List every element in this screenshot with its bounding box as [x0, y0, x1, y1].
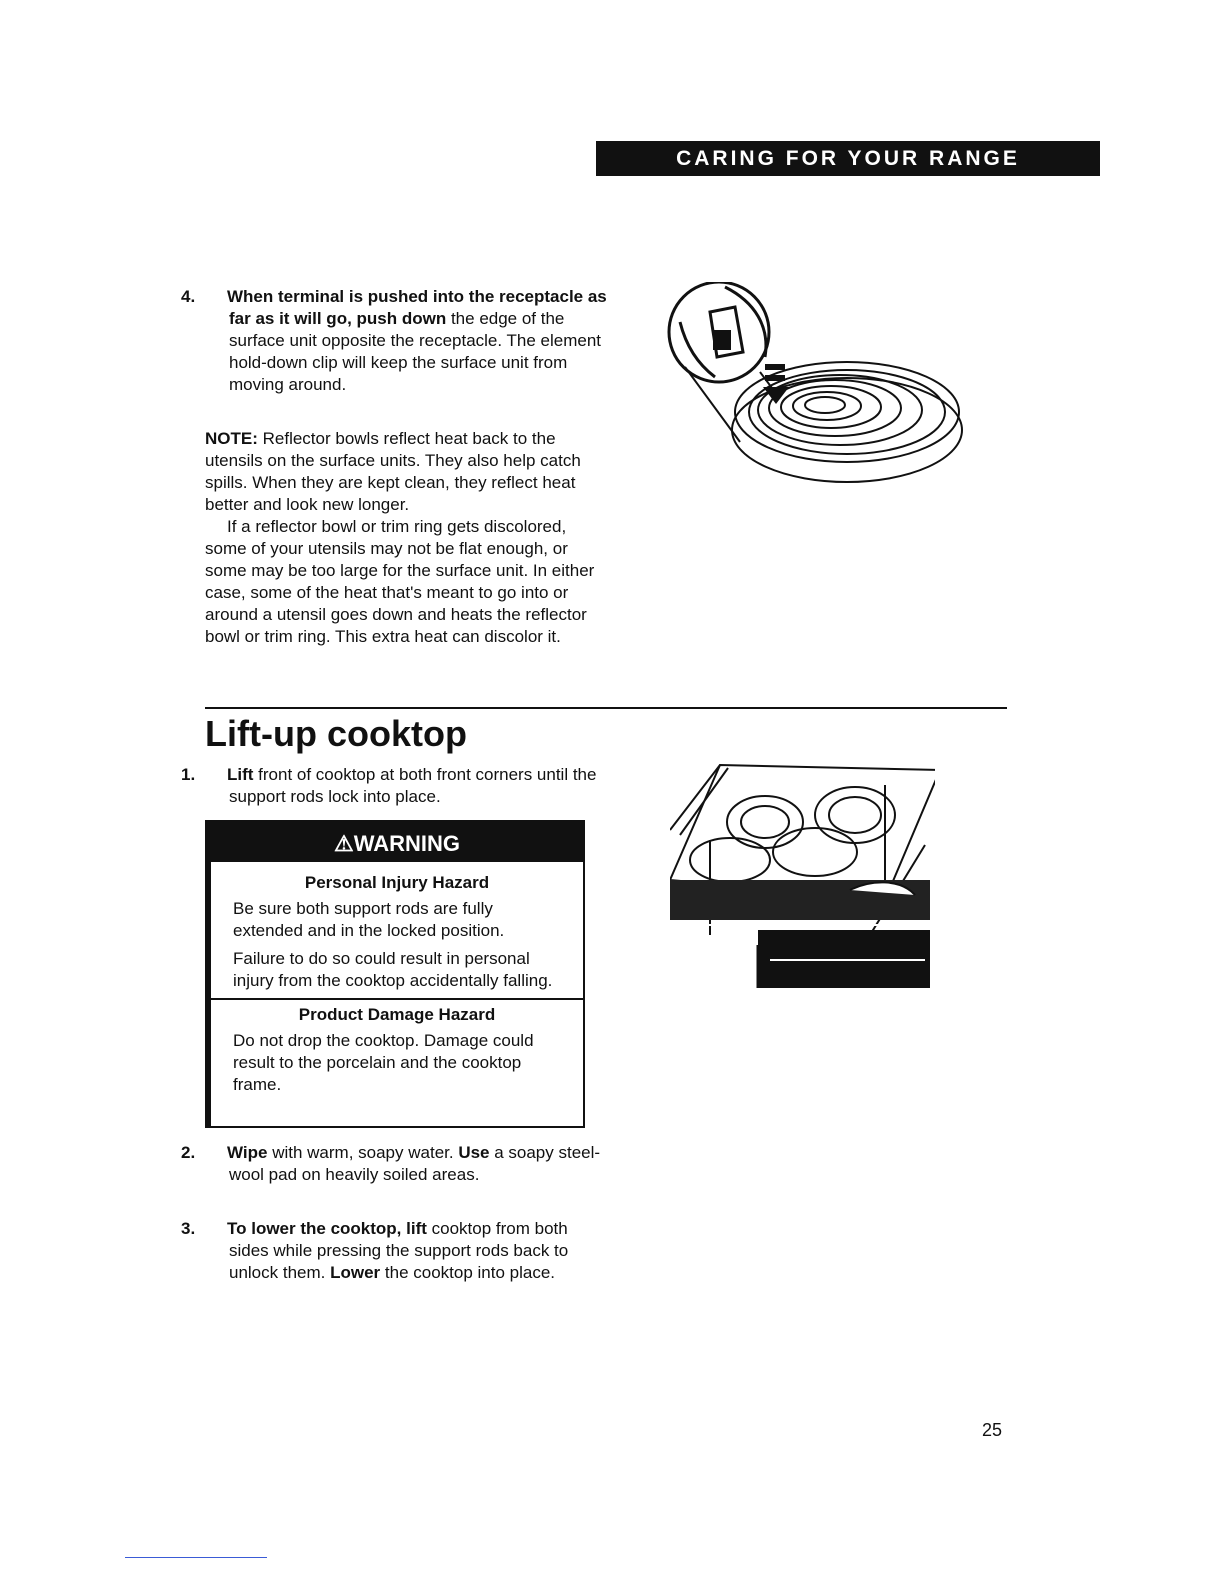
- step-text: with warm, soapy water.: [267, 1143, 459, 1162]
- hazard-text: Do not drop the cooktop. Damage could result to the porcelain and the cooktop frame.: [233, 1031, 534, 1094]
- page-number: 25: [982, 1420, 1003, 1440]
- hazard-text: Be sure both support rods are fully extended and in the locked position.: [233, 899, 505, 940]
- section-divider: [205, 707, 1007, 709]
- note-text-1: Reflector bowls reflect heat back to the utensils on the surface units. They also help catch spills. When they are kept clean, they reflect heat better and look new longer.: [205, 429, 581, 514]
- step-number: 2.: [181, 1143, 196, 1162]
- step-text: cooktop from both sides while pressing the support rods back to unlock them.: [229, 1219, 569, 1282]
- note-paragraph-2: If a reflector bowl or trim ring gets discolored, some of your utensils may not be flat enough, or some may be too large for the surface unit. In either case, some of the heat that's meant to go into or around a utensil goes down and heats the reflector bowl or trim ring. This extra heat can discolor it.: [205, 517, 595, 646]
- warning-box: [205, 820, 585, 1128]
- step-number: 4.: [181, 287, 196, 306]
- note-label: NOTE:: [205, 429, 258, 448]
- footer-rule: [125, 1557, 267, 1558]
- step-bold-text: Lift: [227, 765, 254, 784]
- step-bold-text: Wipe: [227, 1143, 268, 1162]
- note-paragraph-1: [205, 428, 595, 516]
- step-bold-text-2: Lower: [330, 1263, 381, 1282]
- step-number: 3.: [181, 1219, 196, 1238]
- step-bold-text-2: Use: [458, 1143, 490, 1162]
- warning-title: WARNING: [353, 831, 461, 856]
- step-4: [181, 286, 609, 396]
- step-text-2: a soapy steel-wool pad on heavily soiled areas.: [229, 1143, 601, 1184]
- step-text: front of cooktop at both front corners until the support rods lock into place.: [229, 765, 597, 806]
- warning-header: [211, 822, 583, 862]
- section-header: CARING FOR YOUR RANGE: [596, 141, 1100, 176]
- hazard-text: Failure to do so could result in personal injury from the cooktop accidentally falling.: [233, 949, 553, 990]
- reflector-note: [205, 428, 595, 648]
- lift-up-cooktop-illustration: [670, 760, 935, 990]
- step-text-2: the cooktop into place.: [380, 1263, 556, 1282]
- surface-unit-illustration: [665, 282, 965, 492]
- step-1: [181, 764, 609, 808]
- warning-separator: [211, 998, 583, 1000]
- hazard-title-personal-injury: Personal Injury Hazard: [304, 873, 490, 892]
- step-2: [181, 1142, 609, 1186]
- step-text: the edge of the surface unit opposite the receptacle. The element hold-down clip will keep the surface unit from moving around.: [229, 309, 602, 394]
- step-3: [181, 1218, 609, 1284]
- step-bold-text: To lower the cooktop, lift: [227, 1219, 427, 1238]
- step-bold-text: When terminal is pushed into the receptacle as far as it will go, push down: [227, 287, 607, 328]
- step-number: 1.: [181, 765, 196, 784]
- hazard-title-product-damage: Product Damage Hazard: [298, 1005, 496, 1024]
- warning-triangle-icon: ⚠: [333, 831, 354, 856]
- section-title: Lift-up cooktop: [205, 713, 467, 754]
